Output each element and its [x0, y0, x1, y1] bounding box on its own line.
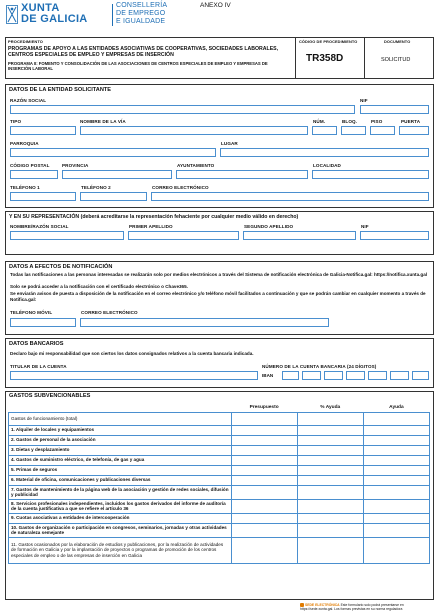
- gasto-concept: Gastos de funcionamiento (total): [9, 412, 232, 425]
- annex-label: ANEXO IV: [200, 2, 231, 9]
- pct-ayuda-cell[interactable]: [297, 513, 363, 523]
- provincia-field[interactable]: [62, 170, 172, 179]
- presupuesto-cell[interactable]: [231, 475, 297, 485]
- rep-primer-apellido-label: PRIMER APELLIDO: [129, 224, 173, 229]
- ayuda-cell[interactable]: [363, 499, 429, 513]
- num-label: NÚM.: [313, 119, 326, 124]
- telefono1-field[interactable]: [10, 192, 76, 201]
- account-block-4[interactable]: [368, 371, 387, 380]
- table-row: [9, 445, 430, 455]
- piso-field[interactable]: [370, 126, 395, 135]
- gasto-concept: 1. Alquiler de locales y equipamientos: [9, 425, 232, 435]
- correo-label: CORREO ELECTRÓNICO: [152, 185, 209, 190]
- rep-nif-label: NIF: [361, 224, 369, 229]
- nif-label: NIF: [360, 98, 368, 103]
- table-row: [9, 537, 430, 563]
- localidad-field[interactable]: [312, 170, 429, 179]
- puerta-label: PUERTA: [401, 119, 421, 124]
- ayuda-cell[interactable]: [363, 485, 429, 499]
- ayuda-cell[interactable]: [363, 523, 429, 537]
- conselleria-line1: CONSELLERÍA: [116, 2, 168, 9]
- pct-ayuda-cell[interactable]: [297, 523, 363, 537]
- rep-nombre-label: NOMBRE/RAZÓN SOCIAL: [10, 224, 69, 229]
- gasto-concept: 7. Gastos de mantenimiento de la página web de la asociación y gestión de redes sociales, difusión y publicidad: [9, 485, 232, 499]
- footer: [300, 603, 436, 611]
- table-row: [9, 465, 430, 475]
- gasto-concept: 3. Dietas y desplazamiento: [9, 445, 232, 455]
- gastos-header-pct-ayuda: % Ayuda: [320, 404, 341, 410]
- presupuesto-cell[interactable]: [231, 523, 297, 537]
- document-value: SOLICITUD: [381, 57, 411, 63]
- bloq-label: BLOQ.: [342, 119, 358, 124]
- document-label: DOCUMENTO: [384, 39, 411, 44]
- pct-ayuda-cell[interactable]: [297, 425, 363, 435]
- table-row: [9, 523, 430, 537]
- notif-correo-field[interactable]: [80, 318, 329, 327]
- notif-correo-label: CORREO ELECTRÓNICO: [81, 310, 138, 315]
- ayuntamiento-label: AYUNTAMIENTO: [177, 163, 215, 168]
- logo-line1: XUNTA: [21, 2, 60, 14]
- titular-field[interactable]: [10, 371, 258, 380]
- ayuda-cell[interactable]: [363, 412, 429, 425]
- solicitante-title: DATOS DE LA ENTIDAD SOLICITANTE: [9, 87, 112, 93]
- gastos-table: [8, 403, 430, 564]
- notificacion-line2: Solo se podrá acceder a la notificación con el certificado electrónico o Chave365.: [10, 284, 188, 289]
- num-field[interactable]: [312, 126, 337, 135]
- lugar-label: LUGAR: [221, 141, 238, 146]
- gastos-header-concept: [9, 403, 232, 412]
- gasto-concept: 11. Gastos ocasionados por la elaboración de estudios y publicaciones, por la realización de actividades de formación en Galicia y por la implantación de proyectos o programas de promoción de los centros especiales de empleo o de las empresas de inserción en Galicia: [9, 537, 232, 563]
- table-row: [9, 455, 430, 465]
- lugar-field[interactable]: [220, 148, 429, 157]
- bancarios-title: DATOS BANCARIOS: [9, 341, 64, 347]
- pct-ayuda-cell[interactable]: [297, 435, 363, 445]
- rep-segundo-apellido-label: SEGUNDO APELLIDO: [244, 224, 294, 229]
- telefono2-label: TELÉFONO 2: [81, 185, 111, 190]
- footer-sede: SEDE ELECTRÓNICA: [304, 603, 340, 607]
- ayuda-cell[interactable]: [363, 445, 429, 455]
- gasto-concept: 10. Gastos de organización o participación en congresos, seminarios, jornadas y otras actividades de naturaleza semejante: [9, 523, 232, 537]
- codigo-postal-field[interactable]: [10, 170, 58, 179]
- codigo-postal-label: CÓDIGO POSTAL: [10, 163, 50, 168]
- procedure-code: TR358D: [306, 53, 344, 64]
- ayuda-cell[interactable]: [363, 513, 429, 523]
- table-row: [9, 412, 430, 425]
- gasto-concept: 2. Gastos de personal de la asociación: [9, 435, 232, 445]
- piso-label: PISO: [371, 119, 383, 124]
- razon-social-field[interactable]: [10, 105, 355, 114]
- tipo-label: TIPO: [10, 119, 22, 124]
- gastos-header-row: [9, 403, 430, 412]
- ayuda-cell[interactable]: [363, 465, 429, 475]
- procedure-divider1: [295, 37, 296, 79]
- representacion-title: Y EN SU REPRESENTACIÓN: [9, 214, 80, 220]
- procedure-subtitle: PROGRAMA II: FOMENTO Y CONSOLIDACIÓN DE LAS ASOCIACIONES DE CENTROS ESPECIALES DE EMPLEO Y EMPRESAS DE INSERCIÓN LABORAL: [8, 61, 268, 72]
- localidad-label: LOCALIDAD: [313, 163, 341, 168]
- numero-cuenta-label: NÚMERO DE LA CUENTA BANCARIA (24 DÍGITOS): [262, 364, 377, 369]
- notificacion-title: DATOS A EFECTOS DE NOTIFICACIÓN: [9, 264, 113, 270]
- account-block-5[interactable]: [390, 371, 409, 380]
- gasto-concept: 5. Primas de seguros: [9, 465, 232, 475]
- nombre-via-field[interactable]: [80, 126, 308, 135]
- pct-ayuda-cell[interactable]: [297, 455, 363, 465]
- gastos-header-ayuda: Ayuda: [389, 404, 404, 410]
- notificacion-line3: Se enviarán avisos de puesta a disposición de la notificación en el correo electrónico y/o teléfono móvil facilitados a continuación y que se podrán cambiar en cualquier momento a través de Notifica.gal:: [10, 291, 426, 302]
- presupuesto-cell[interactable]: [231, 445, 297, 455]
- pct-ayuda-cell[interactable]: [297, 475, 363, 485]
- correo-field[interactable]: [151, 192, 429, 201]
- xunta-logo-icon: [6, 5, 18, 24]
- ayuda-cell[interactable]: [363, 455, 429, 465]
- telefono-movil-field[interactable]: [10, 318, 76, 327]
- table-row: [9, 435, 430, 445]
- rep-segundo-apellido-field[interactable]: [243, 231, 356, 240]
- gasto-concept: 4. Gastos de suministro eléctrico, de telefonía, de gas y agua: [9, 455, 232, 465]
- presupuesto-cell[interactable]: [231, 465, 297, 475]
- representacion-note: (deberá acreditarse la representación fehaciente por cualquier medio válido en derecho): [80, 214, 299, 220]
- table-row: [9, 475, 430, 485]
- telefono-movil-label: TELÉFONO MÓVIL: [10, 310, 53, 315]
- bancarios-declaration: Declaro bajo mi responsabilidad que son ciertos los datos consignados relativos a la cuenta bancaria indicada.: [10, 351, 254, 356]
- solicitante-section: [5, 84, 434, 208]
- ayuda-cell[interactable]: [363, 435, 429, 445]
- iban-label: IBAN: [262, 373, 274, 378]
- table-row: [9, 485, 430, 499]
- presupuesto-cell[interactable]: [231, 537, 297, 563]
- gasto-concept: 6. Material de oficina, comunicaciones y publicaciones diversas: [9, 475, 232, 485]
- ayuda-cell[interactable]: [363, 537, 429, 563]
- bancarios-section: [5, 338, 434, 388]
- presupuesto-cell[interactable]: [231, 435, 297, 445]
- gastos-title: GASTOS SUBVENCIONABLES: [9, 393, 91, 399]
- rep-nif-field[interactable]: [360, 231, 429, 240]
- presupuesto-cell[interactable]: [231, 425, 297, 435]
- representacion-title-row: [9, 214, 298, 220]
- procedure-code-label: CÓDIGO DE PROCEDIMIENTO: [299, 39, 358, 44]
- conselleria-line2: DE EMPREGO: [116, 10, 166, 17]
- table-row: [9, 425, 430, 435]
- ayuda-cell[interactable]: [363, 475, 429, 485]
- logo-divider: [112, 4, 113, 26]
- pct-ayuda-cell[interactable]: [297, 465, 363, 475]
- telefono2-field[interactable]: [80, 192, 147, 201]
- procedure-label: PROCEDIMIENTO: [8, 39, 44, 44]
- rep-nombre-field[interactable]: [10, 231, 124, 240]
- presupuesto-cell[interactable]: [231, 513, 297, 523]
- conselleria-line3: E IGUALDADE: [116, 18, 166, 25]
- ayuntamiento-field[interactable]: [176, 170, 308, 179]
- presupuesto-cell[interactable]: [231, 412, 297, 425]
- nombre-via-label: NOMBRE DE LA VÍA: [80, 119, 126, 124]
- bloq-field[interactable]: [341, 126, 366, 135]
- tipo-field[interactable]: [10, 126, 76, 135]
- account-block-2[interactable]: [324, 371, 343, 380]
- table-row: [9, 513, 430, 523]
- pct-ayuda-cell[interactable]: [297, 412, 363, 425]
- table-row: [9, 499, 430, 513]
- parroquia-label: PARROQUIA: [10, 141, 39, 146]
- account-block-6[interactable]: [412, 371, 429, 380]
- nif-field[interactable]: [360, 105, 429, 114]
- rep-primer-apellido-field[interactable]: [128, 231, 239, 240]
- procedure-title: PROGRAMAS DE APOYO A LAS ENTIDADES ASOCIATIVAS DE COOPERATIVAS, SOCIEDADES LABORALES, CENTROS ESPECIALES DE EMPLEO Y EMPRESAS DE INSERCIÓN: [8, 46, 279, 59]
- razon-social-label: RAZÓN SOCIAL: [10, 98, 47, 103]
- provincia-label: PROVINCIA: [62, 163, 89, 168]
- titular-label: TITULAR DE LA CUENTA: [10, 364, 67, 369]
- account-block-3[interactable]: [346, 371, 365, 380]
- logo-line2: DE GALICIA: [21, 13, 88, 25]
- pct-ayuda-cell[interactable]: [297, 445, 363, 455]
- notificacion-line1: Todas las notificaciones a las personas interesadas se realizarán solo por medios electrónicos a través del Sistema de notificación electrónica de Galicia-Notifica.gal: https://notifica.xunta.gal: [10, 272, 428, 277]
- ayuda-cell[interactable]: [363, 425, 429, 435]
- iban-check-field[interactable]: [282, 371, 299, 380]
- pct-ayuda-cell[interactable]: [297, 485, 363, 499]
- procedure-divider2: [364, 37, 365, 79]
- puerta-field[interactable]: [399, 126, 429, 135]
- pct-ayuda-cell[interactable]: [297, 499, 363, 513]
- account-block-1[interactable]: [302, 371, 321, 380]
- presupuesto-cell[interactable]: [231, 455, 297, 465]
- presupuesto-cell[interactable]: [231, 499, 297, 513]
- gasto-concept: 9. Cuotas asociativas a entidades de intercooperación: [9, 513, 232, 523]
- parroquia-field[interactable]: [10, 148, 216, 157]
- telefono1-label: TELÉFONO 1: [10, 185, 40, 190]
- footer-text: Este formulario solo podrá presentarse en https://sede.xunta.gal. Los formas previstas en su norma reguladora: [300, 603, 404, 612]
- pct-ayuda-cell[interactable]: [297, 537, 363, 563]
- gasto-concept: 8. Servicios profesionales independientes, incluidos los gastos derivados del informe de auditoría de la cuenta justificativa a que se refiere el artículo 36: [9, 499, 232, 513]
- presupuesto-cell[interactable]: [231, 485, 297, 499]
- gastos-header-presupuesto: Presupuesto: [249, 404, 279, 410]
